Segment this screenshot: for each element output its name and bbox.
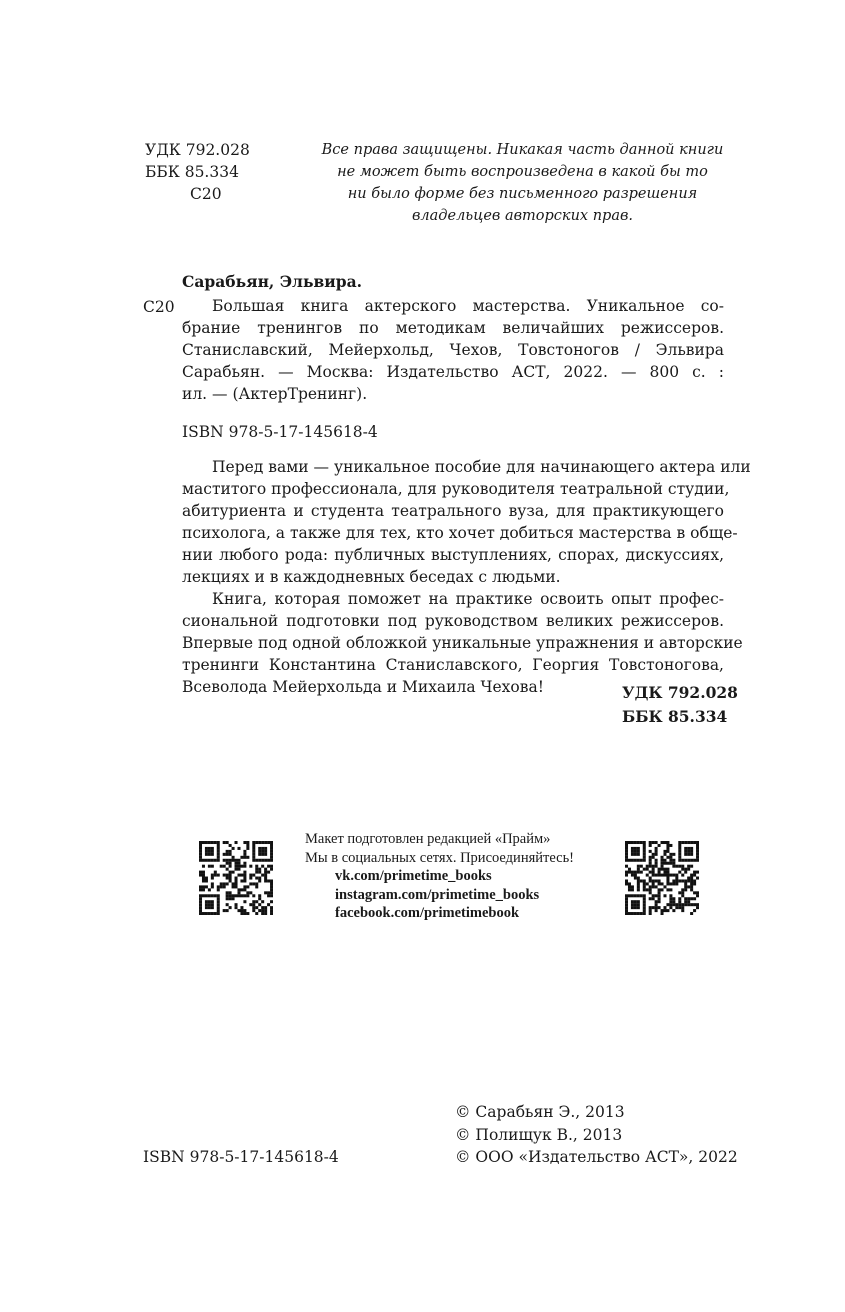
paragraph-line: нии любого рода: публичных выступлениях, спорах, дискуссиях, [182,546,724,564]
publisher-line: Макет подготовлен редакцией «Прайм» [305,831,551,847]
copyright-block [455,1101,738,1169]
description-line: Сарабьян. — Москва: Издательство АСТ, 2022. — 800 с. : [182,363,724,381]
annotation-paragraph-1 [182,456,751,588]
description-line: Станиславский, Мейерхольд, Чехов, Товстоногов / Эльвира [182,341,724,359]
bbk-right: ББК 85.334 [622,707,728,726]
udk-code: УДК 792.028 [145,141,250,159]
paragraph-line: абитуриента и студента театрального вуза, для практикующего [182,502,724,520]
copyright-line: © Сарабьян Э., 2013 [455,1103,625,1121]
description-line: Большая книга актерского мастерства. Уникальное со- [212,297,724,315]
isbn-bottom: ISBN 978-5-17-145618-4 [143,1148,339,1166]
rights-notice [300,139,745,227]
social-invite: Мы в социальных сетях. Присоединяйтесь! [305,849,575,866]
paragraph-line: психолога, а также для тех, кто хочет добиться мастерства в обще- [182,524,738,542]
classification-codes [145,139,250,205]
paragraph-line: Книга, которая поможет на практике освоить опыт профес- [212,590,724,608]
rights-line: не может быть воспроизведена в какой бы то [337,164,708,180]
paragraph-line: Перед вами — уникальное пособие для начинающего актера или [212,458,751,476]
classification-right [622,681,738,729]
bibliographic-description [182,295,724,405]
qr-code-left [199,841,273,915]
paragraph-line: маститого профессионала, для руководителя театральной студии, [182,480,730,498]
vk-link[interactable]: vk.com/primetime_books [335,868,492,884]
rights-line: владельцев авторских прав. [411,208,634,224]
rights-line: Все права защищены. Никакая часть данной книги [321,142,724,158]
paragraph-line: сиональной подготовки под руководством великих режиссеров. [182,612,724,630]
paragraph-line: лекциях и в каждодневных беседах с людьми. [182,568,561,586]
paragraph-line: Впервые под одной обложкой уникальные упражнения и авторские [182,634,743,652]
author-code: С20 [190,185,222,203]
udk-right: УДК 792.028 [622,683,738,702]
paragraph-line: Всеволода Мейерхольда и Михаила Чехова! [182,678,544,696]
qr-code-right [625,841,699,915]
paragraph-line: тренинги Константина Станиславского, Георгия Товстоногова, [182,656,724,674]
copyright-line: © ООО «Издательство АСТ», 2022 [455,1148,738,1166]
instagram-link[interactable]: instagram.com/primetime_books [335,886,540,903]
description-line: брание тренингов по методикам величайших режиссеров. [182,319,724,337]
description-line: ил. — (АктерТренинг). [182,385,368,403]
rights-line: ни было форме без письменного разрешения [347,186,698,202]
facebook-link[interactable]: facebook.com/primetimebook [335,905,520,921]
copyright-line: © Полищук В., 2013 [455,1125,623,1144]
isbn: ISBN 978-5-17-145618-4 [182,423,378,441]
publisher-info [305,830,574,923]
author-name: Сарабьян, Эльвира. [182,272,363,291]
margin-code: С20 [143,298,175,316]
bbk-code: ББК 85.334 [145,163,239,181]
